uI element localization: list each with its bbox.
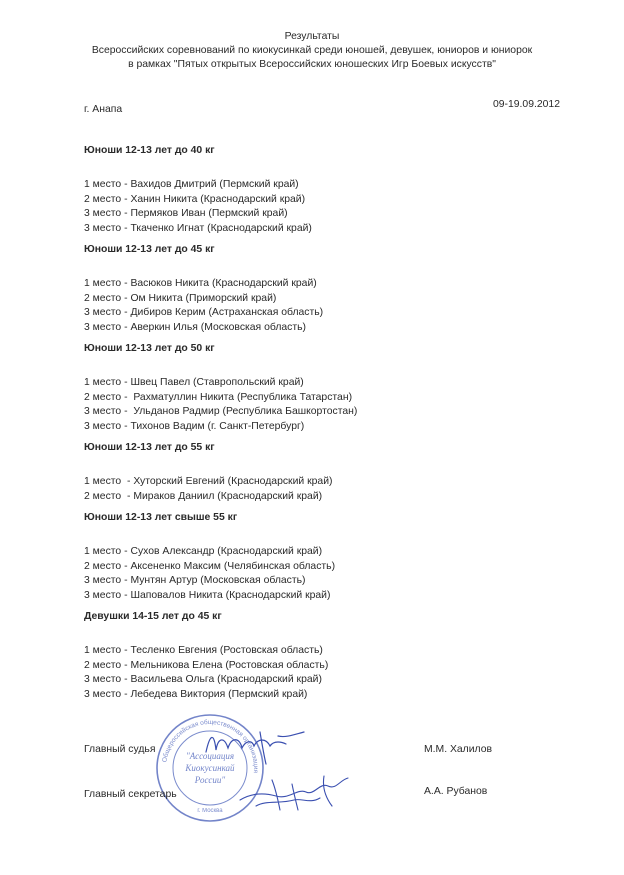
result-line: 3 место - Васильева Ольга (Краснодарский край): [84, 674, 322, 685]
result-line: 2 место - Ханин Никита (Краснодарский край): [84, 193, 306, 205]
result-line: 3 место - Аверкин Илья (Московская область): [84, 321, 307, 333]
judge-role: Главный судья: [84, 744, 156, 755]
result-line: 2 место - Мельникова Елена (Ростовская область): [84, 659, 329, 671]
result-line: 2 место - Ом Никита (Приморский край): [84, 292, 277, 304]
stamp-ring-text: Общероссийская общественная организация: [161, 718, 260, 774]
section-title: Юноши 12-13 лет до 40 кг: [84, 145, 215, 156]
secretary-signature: [236, 770, 356, 814]
result-line: 1 место - Сухов Александр (Краснодарский край): [84, 546, 323, 557]
section-girls-45kg: [84, 610, 564, 702]
secretary-role: Главный секретарь: [84, 789, 177, 800]
result-line: 1 место - Хуторский Евгений (Краснодарский край): [84, 476, 333, 487]
result-line: 2 место - Рахматуллин Никита (Республика Татарстан): [84, 391, 353, 403]
doc-title: Результаты: [284, 31, 340, 42]
result-line: 2 место - Мираков Даниил (Краснодарский край): [84, 490, 323, 502]
section-title: Юноши 12-13 лет до 45 кг: [84, 244, 215, 255]
section-title: Девушки 14-15 лет до 45 кг: [84, 611, 222, 622]
result-line: 1 место - Швец Павел (Ставропольский край): [84, 377, 304, 388]
section-title: Юноши 12-13 лет до 55 кг: [84, 442, 215, 453]
city-label: г. Анапа: [84, 104, 123, 115]
svg-text:России": России": [194, 775, 226, 785]
section-boys-55kg: [84, 441, 564, 504]
result-line: 1 место - Вахидов Дмитрий (Пермский край): [84, 179, 299, 190]
svg-text:Киокусинкай: Киокусинкай: [185, 763, 235, 773]
section-boys-40kg: [84, 144, 564, 236]
doc-subtitle-line2: в рамках "Пятых открытых Всероссийских юношеских Игр Боевых искусств": [128, 59, 496, 70]
secretary-name: А.А. Рубанов: [424, 786, 488, 797]
result-line: 3 место - Мунтян Артур (Московская область): [84, 575, 306, 586]
result-line: 3 место - Лебедева Виктория (Пермский край): [84, 688, 308, 700]
result-line: 3 место - Тихонов Вадим (г. Санкт-Петербург): [84, 420, 305, 432]
result-line: 3 место - Ульданов Радмир (Республика Башкортостан): [84, 406, 358, 417]
result-line: 3 место - Ткаченко Игнат (Краснодарский край): [84, 222, 312, 234]
svg-text:"Ассоциация: "Ассоциация: [185, 751, 235, 761]
judge-signature: [200, 726, 310, 766]
result-line: 3 место - Шаповалов Никита (Краснодарский край): [84, 589, 331, 601]
judge-name: М.М. Халилов: [424, 744, 493, 755]
result-line: 3 место - Пермяков Иван (Пермский край): [84, 208, 288, 219]
result-line: 1 место - Васюков Никита (Краснодарский край): [84, 278, 317, 289]
section-boys-45kg: [84, 243, 564, 335]
stamp-city-text: г. Москва: [197, 808, 223, 814]
section-boys-over-55kg: [84, 511, 564, 603]
section-boys-50kg: [84, 342, 564, 434]
section-title: Юноши 12-13 лет до 50 кг: [84, 343, 215, 354]
result-line: 1 место - Тесленко Евгения (Ростовская область): [84, 645, 323, 656]
result-line: 2 место - Аксененко Максим (Челябинская область): [84, 560, 336, 572]
section-title: Юноши 12-13 лет свыше 55 кг: [84, 512, 238, 523]
date-label: 09-19.09.2012: [492, 99, 560, 110]
result-line: 3 место - Дибиров Керим (Астраханская область): [84, 307, 324, 318]
doc-subtitle-line1: Всероссийских соревнований по киокусинкай среди юношей, девушек, юниоров и юниорок: [91, 45, 533, 56]
